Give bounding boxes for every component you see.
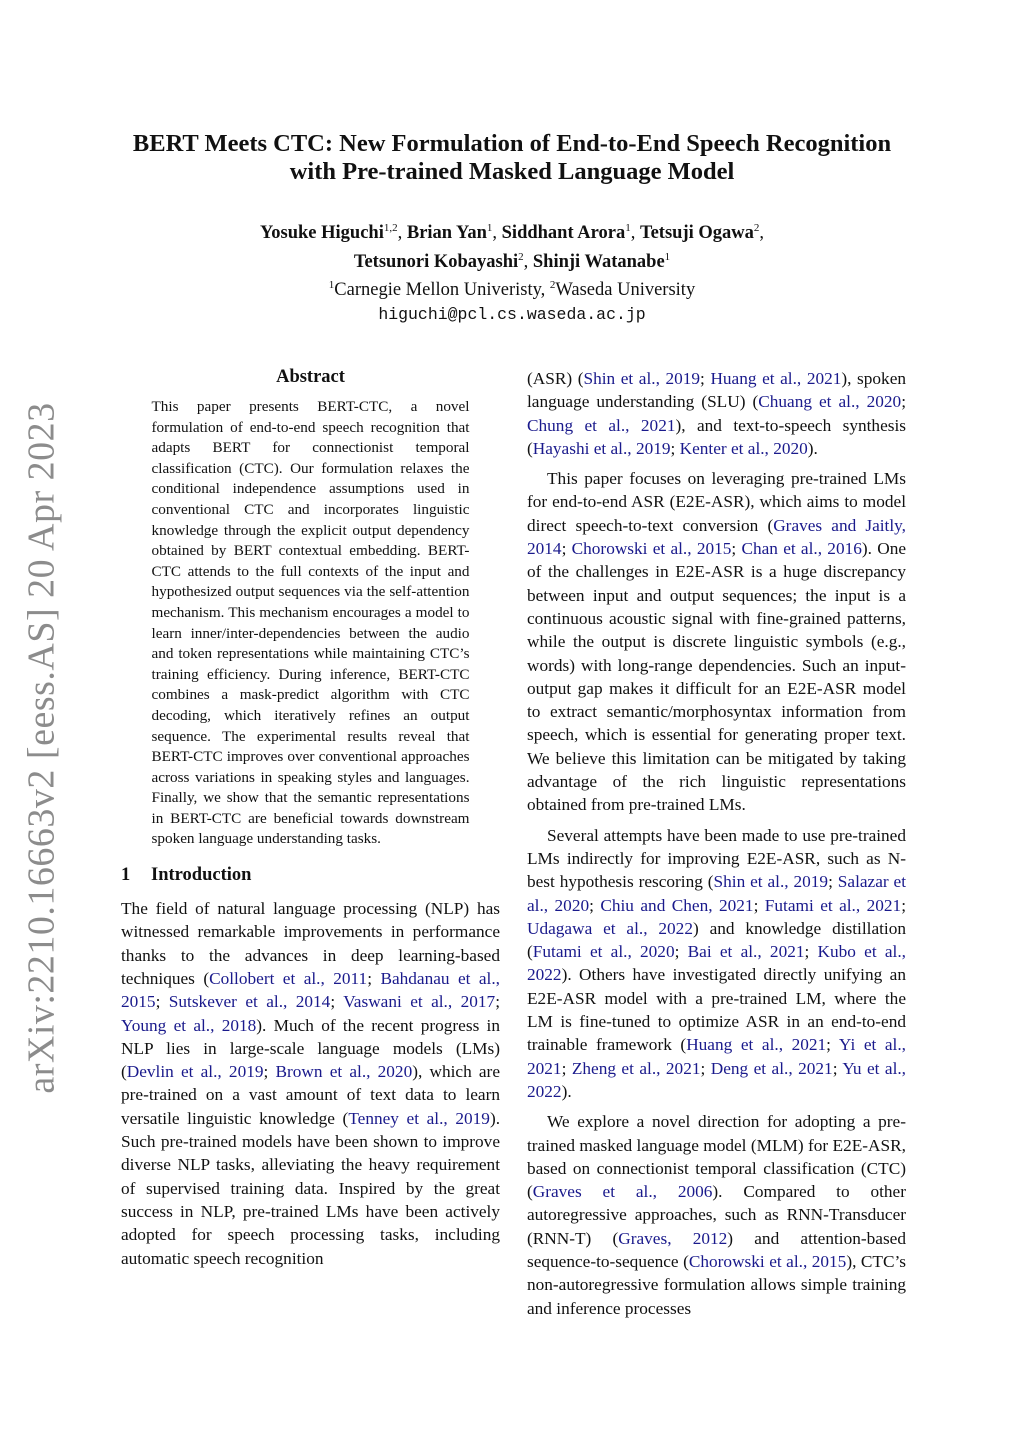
author-name: Tetsuji Ogawa bbox=[639, 223, 754, 244]
affiliation-mark: 1 bbox=[328, 279, 335, 292]
citation-link[interactable]: Sutskever et al., 2014 bbox=[168, 992, 331, 1012]
citation-link[interactable]: Graves et al., 2006 bbox=[532, 1182, 713, 1202]
author-email[interactable]: higuchi@pcl.cs.waseda.ac.jp bbox=[378, 305, 646, 325]
author-line-1: Yosuke Higuchi$^{1,2}$, Brian Yan$^1$, Siddhant Arora$^1$, Tetsuji Ogawa$^2$, bbox=[259, 222, 765, 244]
citation-link[interactable]: Futami et al., 2020 bbox=[532, 942, 675, 962]
left-column bbox=[121, 365, 500, 1270]
right-column bbox=[527, 367, 906, 1320]
paper-title bbox=[100, 130, 924, 186]
citation-link[interactable]: Chiu and Chen, 2021 bbox=[600, 895, 754, 915]
citation-link[interactable]: Yu et al., 2022 bbox=[527, 1058, 907, 1101]
citation-link[interactable]: Young et al., 2018 bbox=[121, 1015, 257, 1035]
citation-link[interactable]: Kenter et al., 2020 bbox=[679, 438, 808, 458]
author-name: Brian Yan bbox=[406, 223, 487, 244]
citation-link[interactable]: Bai et al., 2021 bbox=[687, 942, 805, 962]
citation-link[interactable]: Huang et al., 2021 bbox=[710, 369, 842, 388]
author-affiliation-mark: 1 bbox=[486, 222, 493, 234]
citation-link[interactable]: Kubo et al., 2022 bbox=[527, 942, 907, 985]
section-heading-introduction bbox=[121, 863, 500, 887]
affiliations: $^1$Carnegie Mellon Univeristy, $^2$Waseda University bbox=[328, 279, 696, 301]
author-name: Shinji Watanabe bbox=[532, 252, 665, 273]
abstract-body: This paper presents BERT-CTC, a novel formulation of end-to-end speech recognition that adapts BERT for connectionist temporal classification (CTC). Our formulation relaxes the conditional independence assumptions used in conventional CTC and incorporates linguistic knowledge through the explicit output dependency obtained by BERT contextual embedding. BERT-CTC attends to the full contexts of the input and hypothesized output sequences via the self-attention mechanism. This mechanism encourages a model to learn inner/inter-dependencies between the audio and token representations while maintaining CTC’s training efficiency. During inference, BERT-CTC combines a mask-predict algorithm with CTC decoding, which iteratively refines an output sequence. The experimental results reveal that BERT-CTC improves over conventional approaches across variations in speaking styles and languages. Finally, we show that the semantic representations in BERT-CTC are beneficial towards downstream spoken language understanding tasks. bbox=[151, 398, 470, 848]
citation-link[interactable]: Yi et al., 2021 bbox=[527, 1035, 907, 1078]
citation-link[interactable]: Chorowski et al., 2015 bbox=[688, 1251, 847, 1271]
citation-link[interactable]: Futami et al., 2021 bbox=[764, 895, 902, 915]
paper-title-line-2: with Pre-trained Masked Language Model bbox=[289, 158, 735, 185]
citation-link[interactable]: Shin et al., 2019 bbox=[583, 369, 701, 388]
intro-paragraph-4: We explore a novel direction for adopting a pre-trained masked language model (MLM) for E2E-ASR, based on connectionist temporal classification (CTC) (Graves et al., 2006). Compared to other autoregressive approaches, such as RNN-Transducer (RNN-T) (Graves, 2012) and attention-based sequence-to-sequence (Chorowski et al., 2015), CTC’s non-autoregressive formulation allows simple training and inference processes bbox=[527, 1112, 907, 1318]
intro-paragraph-1: The field of natural language processing (NLP) has witnessed remarkable improvements in performance thanks to the advances in deep learning-based techniques (Collobert et al., 2011; Bahdanau et al., 2015; Sutskever et al., 2014; Vaswani et al., 2017; Young et al., 2018). Much of the recent progress in NLP lies in large-scale language models (LMs) (Devlin et al., 2019; Brown et al., 2020), which are pre-trained on a vast amount of text data to learn versatile linguistic knowledge (Tenney et al., 2019). Such pre-trained models have been shown to improve diverse NLP tasks, alleviating the heavy requirement of supervised training data. Inspired by the great success in NLP, pre-trained LMs have been actively adopted for speech processing tasks, including automatic speech recognition bbox=[121, 899, 501, 1268]
citation-link[interactable]: Tenney et al., 2019 bbox=[348, 1108, 490, 1128]
arxiv-identifier-text: arXiv:2210.16663v2 [eess.AS] 20 Apr 2023 bbox=[21, 402, 63, 1094]
section-title: Introduction bbox=[151, 865, 252, 886]
citation-link[interactable]: Chorowski et al., 2015 bbox=[571, 539, 732, 559]
affiliation-name: Waseda University bbox=[555, 280, 696, 301]
citation-link[interactable]: Brown et al., 2020 bbox=[275, 1062, 413, 1082]
citation-link[interactable]: Udagawa et al., 2022 bbox=[527, 918, 693, 938]
author-line-2: Tetsunori Kobayashi$^2$, Shinji Watanabe$^1$ bbox=[353, 251, 671, 273]
intro-paragraph-1-continued: (ASR) (Shin et al., 2019; Huang et al., 2021), spoken language understanding (SLU) (Chuang et al., 2020; Chung et al., 2021), and text-to-speech synthesis (Hayashi et al., 2019; Kenter et al., 2020). bbox=[527, 369, 907, 458]
author-affiliation-mark: 2 bbox=[518, 251, 524, 264]
citation-link[interactable]: Vaswani et al., 2017 bbox=[343, 992, 496, 1012]
author-affiliation-mark: 2 bbox=[753, 222, 760, 234]
intro-paragraph-2: This paper focuses on leveraging pre-trained LMs for end-to-end ASR (E2E-ASR), which aims to model direct speech-to-text conversion (Graves and Jaitly, 2014; Chorowski et al., 2015; Chan et al., 2016). One of the challenges in E2E-ASR is a huge discrepancy between input and output sequences; the input is a continuous acoustic signal with fine-grained patterns, while the output is discrete linguistic symbols (e.g., words) with long-range dependencies. Such an input-output gap makes it difficult for an E2E-ASR model to extract semantic/morphosyntax information from speech, which is essential for generating proper text. We believe this limitation can be mitigated by taking advantage of the rich linguistic representations obtained from pre-trained LMs. bbox=[527, 469, 906, 815]
citation-link[interactable]: Zheng et al., 2021 bbox=[571, 1058, 701, 1078]
author-name: Siddhant Arora bbox=[501, 223, 626, 244]
author-name: Yosuke Higuchi bbox=[259, 223, 384, 244]
citation-link[interactable]: Huang et al., 2021 bbox=[686, 1035, 827, 1055]
citation-link[interactable]: Chuang et al., 2020 bbox=[758, 392, 902, 412]
citation-link[interactable]: Graves and Jaitly, 2014 bbox=[527, 515, 906, 559]
citation-link[interactable]: Chung et al., 2021 bbox=[527, 415, 676, 435]
abstract-heading: Abstract bbox=[276, 367, 345, 387]
citation-link[interactable]: Graves, 2012 bbox=[618, 1228, 728, 1248]
arxiv-identifier-stamp bbox=[4, 402, 80, 1094]
author-list bbox=[100, 216, 924, 274]
affiliation-name: Carnegie Mellon Univeristy bbox=[334, 280, 541, 301]
citation-link[interactable]: Hayashi et al., 2019 bbox=[532, 438, 671, 458]
paper-title-line-1: BERT Meets CTC: New Formulation of End-to-End Speech Recognition bbox=[132, 130, 892, 157]
citation-link[interactable]: Shin et al., 2019 bbox=[713, 872, 829, 892]
citation-link[interactable]: Chan et al., 2016 bbox=[741, 539, 862, 559]
author-affiliation-mark: 1,2 bbox=[383, 222, 398, 234]
citation-link[interactable]: Collobert et al., 2011 bbox=[209, 968, 368, 988]
author-affiliation-mark: 1 bbox=[664, 251, 671, 264]
citation-link[interactable]: Bahdanau et al., 2015 bbox=[121, 968, 500, 1012]
paper-header bbox=[100, 130, 924, 328]
citation-link[interactable]: Deng et al., 2021 bbox=[710, 1058, 833, 1078]
citation-link[interactable]: Salazar et al., 2020 bbox=[527, 872, 907, 915]
author-affiliation-mark: 1 bbox=[625, 222, 631, 234]
section-number: 1 bbox=[121, 865, 131, 886]
intro-paragraph-3: Several attempts have been made to use pre-trained LMs indirectly for improving E2E-ASR, such as N-best hypothesis rescoring (Shin et al., 2019; Salazar et al., 2020; Chiu and Chen, 2021; Futami et al., 2021; Udagawa et al., 2022) and knowledge distillation (Futami et al., 2020; Bai et al., 2021; Kubo et al., 2022). Others have investigated directly unifying an E2E-ASR model with a pre-trained LM, where the LM is fine-tuned to optimize ASR in an end-to-end trainable framework (Huang et al., 2021; Yi et al., 2021; Zheng et al., 2021; Deng et al., 2021; Yu et al., 2022). bbox=[527, 825, 907, 1101]
citation-link[interactable]: Devlin et al., 2019 bbox=[126, 1062, 264, 1082]
author-name: Tetsunori Kobayashi bbox=[353, 252, 519, 273]
affiliation-mark: 2 bbox=[549, 279, 556, 292]
